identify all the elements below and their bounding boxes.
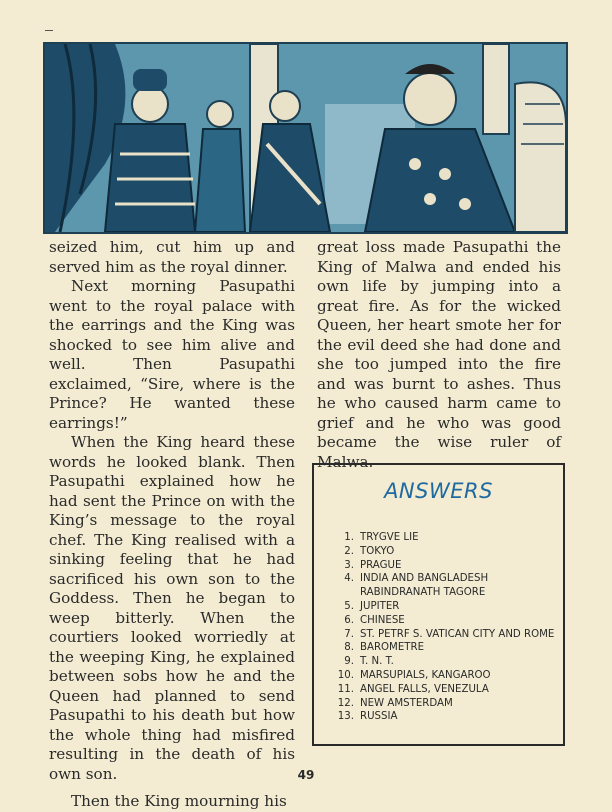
answer-item (328, 545, 560, 559)
paragraph: When the King heard these words he looked blank. Then Pasupathi explained how he had sent the Prince on with the King’s message to the royal chef. The King realised with a sinking feeling that he had sacrificed his own son to the Goddess. Then he began to weep bitterly. When the courtiers looked worriedly at the weeping King, he explained between sobs how he and the Queen had planned to send Pasupathi to his death but how the whole thing had misfired resulting in the death of his own son. (49, 433, 295, 783)
answer-text: TOKYO (360, 545, 395, 557)
answers-box (312, 463, 565, 746)
answer-item (328, 559, 560, 573)
answer-text: CHINESE (360, 614, 405, 626)
left-column (49, 238, 295, 812)
answer-text: NEW AMSTERDAM (360, 697, 453, 709)
answer-text: INDIA AND BANGLADESH RABINDRANATH TAGORE (360, 573, 489, 599)
court-scene-picture (45, 44, 566, 232)
answer-item (328, 572, 560, 600)
answer-text: PRAGUE (360, 559, 402, 571)
answers-title: ANSWERS (384, 479, 493, 503)
paragraph: great loss made Pasupathi the King of Malwa and ended his own life by jumping into a great fire. As for the wicked Queen, her heart smote her for the evil deed she had done and she too jumped into the fire and was burnt to ashes. Thus he who caused harm came to grief and he who was good became the wise ruler of Malwa. (317, 238, 561, 471)
corner-mark (45, 30, 53, 31)
answer-text: JUPITER (360, 600, 400, 612)
paragraph: Next morning Pasupathi went to the royal palace with the earrings and the King was shocked to see him alive and well. Then Pasupathi exclaimed, “Sire, where is the Prince? He wanted these earrings!” (49, 277, 295, 432)
right-column (317, 238, 561, 472)
answer-text: T. N. T. (360, 656, 394, 668)
answer-text: BAROMETRE (360, 642, 425, 654)
answer-number: 2. (344, 545, 354, 557)
answer-text: MARSUPIALS, KANGAROO (360, 669, 491, 681)
paragraph: seized him, cut him up and served him as the royal dinner. (49, 238, 295, 276)
answer-number: 4. (344, 573, 354, 585)
answer-number: 1. (344, 532, 354, 543)
paragraph: Then the King mourning his (71, 792, 287, 810)
answer-text: ANGEL FALLS, VENEZULA (360, 683, 489, 695)
answer-text: RUSSIA (360, 711, 398, 723)
answer-number: 7. (344, 628, 354, 640)
answer-item (328, 669, 560, 683)
answer-text: ST. PETRF S. VATICAN CITY AND ROME (360, 628, 555, 640)
answer-number: 12. (337, 697, 354, 709)
answer-item (328, 710, 560, 724)
answer-number: 3. (344, 559, 354, 571)
answer-text: TRYGVE LIE (360, 532, 419, 543)
answer-item (328, 683, 560, 697)
story-illustration (43, 42, 568, 234)
answer-number: 8. (344, 642, 354, 654)
answer-number: 6. (344, 614, 354, 626)
answer-number: 5. (344, 600, 354, 612)
answer-item (328, 614, 560, 628)
answer-number: 10. (337, 669, 354, 681)
answer-item (328, 655, 560, 669)
answer-item (328, 531, 560, 545)
answer-item (328, 697, 560, 711)
answer-number: 9. (344, 656, 354, 668)
answer-number: 13. (337, 711, 354, 723)
answer-item (328, 600, 560, 614)
answer-number: 11. (337, 683, 354, 695)
answer-item (328, 641, 560, 655)
answer-item (328, 628, 560, 642)
answers-list (328, 531, 560, 724)
page-number: 49 (297, 768, 315, 782)
